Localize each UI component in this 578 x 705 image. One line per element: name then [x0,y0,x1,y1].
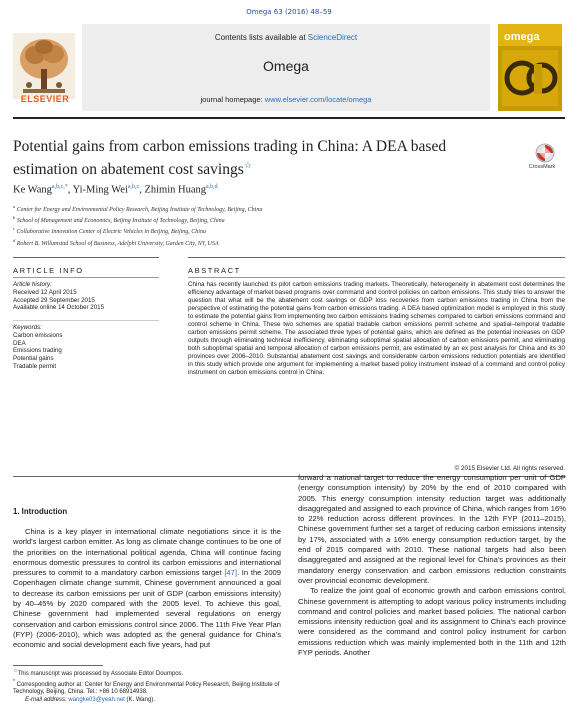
body-column-right [298,473,566,658]
email-label: E-mail address: [25,696,67,703]
author-affil-marks[interactable]: a,b,d [206,184,218,190]
crossmark-icon[interactable] [521,143,571,163]
cover-title: omega [504,31,540,43]
footnote-rule [13,665,103,666]
email-suffix: (K. Wang). [126,696,155,703]
title-line-2-text: estimation on abatement cost savings [13,161,244,179]
author-affil-marks[interactable]: a,b,c [127,184,140,190]
abstract-top-rule [188,257,565,258]
author-name[interactable]: Zhimin Huang [144,184,207,196]
author-name[interactable]: Ke Wang [13,184,52,196]
footnote-item [13,679,281,697]
affiliation-item [13,225,413,236]
journal-cover-image[interactable] [498,24,562,111]
keyword-item: Carbon emissions [13,331,63,339]
paragraph: To realize the joint goal of economic growth and carbon emissions control, Chinese government is attempting to adopt various policy instruments including command and control policies and market based policies. The national carbon emissions intensity reduction goal and its assignment to China's each province were considered as the command and control policy instrument for carbon emissions reduction which was mainly implemented both in the 11th and 12th FYP periods. Another [298,586,566,658]
footnotes [13,668,281,704]
article-info-rule [13,277,159,278]
cover-art [498,24,562,111]
homepage-link[interactable]: www.elsevier.com/locate/omega [264,95,372,104]
history-label: Article history: [13,281,52,288]
crossmark-label[interactable]: CrossMark [528,164,556,170]
abstract-rule [188,277,565,278]
keywords-label: Keywords: [13,324,42,331]
footnote-mark: * [13,678,15,685]
footnote-mark: ☆ [13,668,18,674]
paragraph-text: . In the 2009 Copenhagen climate change summit, Chinese government announced a goal to decrease its carbon emissions per unit of GDP (carbon emissions intensity) by 40–45% by 2020 compared with the 2005 level. To achieve this goal, Chinese government had implemented several regulations on energy conservation and carbon emissions control since 2006. The 11th Five Year Plan (FYP) (2006-2010), which was adopted as the general guidance for China's economic and social development each five years, had put [13,568,281,650]
affiliation-text: Collaborative Innovation Center of Electric Vehicles in Beijing, Beijing, China [16,229,206,236]
journal-reference[interactable]: Omega 63 (2016) 48–59 [246,8,332,16]
title-footnote-mark[interactable]: ☆ [243,160,252,170]
affiliation-mark: c [13,226,15,232]
history-received: Received 12 April 2015 [13,288,77,296]
history-online: Available online 14 October 2015 [13,304,105,312]
affiliation-text: School of Management and Economics, Beijing Institute of Technology, Beijing, China [16,218,225,225]
header-divider [13,117,565,119]
sciencedirect-link[interactable]: ScienceDirect [307,33,358,42]
article-info-heading: ARTICLE INFO [13,266,84,275]
email-link[interactable]: wangke03@yeah.net [68,696,125,703]
footnote-text: Corresponding author at: Center for Energy and Environmental Policy Research, Beijing Institute of Technology, Beijing, China. Tel.: +86 10 68914938. [13,681,280,696]
history-divider [13,320,159,321]
paragraph-text: China is a key player in international climate negotiations since it is the world's largest carbon emitter. As long as climate change continues to be one of the priorities on the international political agenda, China will continue facing enormous domestic pressures to control its carbon emissions and international pressures to commit to a mandatory carbon emissions target [13,527,281,578]
abstract-heading: ABSTRACT [188,266,241,275]
affiliation-text: Robert B. Willumstad School of Business, Adelphi University, Garden City, NY, USA [16,240,219,247]
affiliations [13,203,413,248]
article-title [13,137,483,179]
footnote-item [13,668,281,679]
footnote-item [13,697,281,705]
author-list: Ke Wang$^{a,b,c,*}$, Yi-Ming Wei$^{a,b,c}$, Zhimin Huang$^{a,b,d}$ [13,184,218,196]
keyword-item: DEA [13,339,26,347]
journal-homepage [82,95,490,104]
author-affil-marks[interactable]: a,b,c,* [51,184,68,190]
affiliation-mark: d [13,237,16,243]
copyright: © 2015 Elsevier Ltd. All rights reserved. [454,465,565,472]
title-line-2 [13,156,483,179]
article-info-top-rule [13,257,159,258]
keyword-item: Tradable permit [13,362,57,370]
abstract-text: China has recently launched its pilot carbon emissions trading markets. Theoretically, heterogeneity in abatement cost determines the efficiency advantage of market based programs over command and control policies on carbon emissions. This study tries to answer the question that what will be the abatement cost savings or GDP loss recoveries from carbon emissions trading in China from the perspective of estimating the potential gains from carbon emissions trading. A DEA based optimization model is employed in this study to estimate the potential gains from implementing two carbon emissions trading schemes compared to carbon emissions command and control scheme in China. These two schemes are spatial tradable carbon emissions permit scheme and spatial–temporal tradable carbon emissions permit scheme. The associated three types of potential gains, which are defined as the potential increases on GDP outputs through eliminating technical inefficiency, eliminating suboptimal spatial allocation of carbon emissions permit, and eliminating both suboptimal spatial and temporal allocation of carbon emissions permit, are estimated by an ex post analysis for China and its 30 provinces over 2006–2010. Substantial abatement cost savings and considerable carbon emissions reduction potentials are identified in this study which provide one argument for implementing a market based policy instrument instead of a command and control policy instrument on carbon emissions control in China. [188,281,565,376]
affiliation-item [13,214,413,225]
journal-name: Omega [263,58,309,74]
affiliation-text: Center for Energy and Environmental Policy Research, Beijing Institute of Technology, Beijing, China [16,207,263,213]
paragraph: forward a national target to reduce the energy consumption per unit of GDP (energy consumption intensity) by 20% by the end of 2010 compared with 2005. This energy consumption intensity reduction target was additionally disaggregated and assigned to each province of China, which ranges from 16% to 22% reduction across different provinces. In the 12th FYP (2011–2015), Chinese government further set a target of reducing carbon emissions intensity by 17%, associated with a 16% energy consumption reduction target, by the end of 2015 compared with 2010. These national targets had also been disaggregated and assigned at the regional level for China's provinces as their mandatory energy conservation and carbon emissions reduction constraints over provincial economic development. [298,473,566,585]
affiliation-mark: b [13,215,16,221]
keyword-item: Emissions trading [13,347,62,355]
paragraph [13,527,281,651]
footnote-text: This manuscript was processed by Associate Editor Doumpos. [17,671,184,677]
title-line-1: Potential gains from carbon emissions trading in China: A DEA based [13,138,447,155]
keyword-item: Potential gains [13,355,54,363]
author-name[interactable]: Yi-Ming Wei [72,184,128,196]
section-heading-introduction: 1. Introduction [13,507,68,516]
elsevier-wordmark: ELSEVIER [20,94,70,104]
affiliation-item [13,203,413,214]
keywords [13,324,159,371]
history-accepted: Accepted 29 September 2015 [13,296,95,304]
citation-link[interactable]: [47] [224,568,237,578]
homepage-prefix: journal homepage: [200,95,263,104]
contents-line [82,33,490,42]
affiliation-mark: a [13,204,16,209]
contents-prefix: Contents lists available at [214,33,306,42]
article-history [13,281,159,312]
affiliation-item [13,237,413,248]
body-column-left [13,527,281,651]
